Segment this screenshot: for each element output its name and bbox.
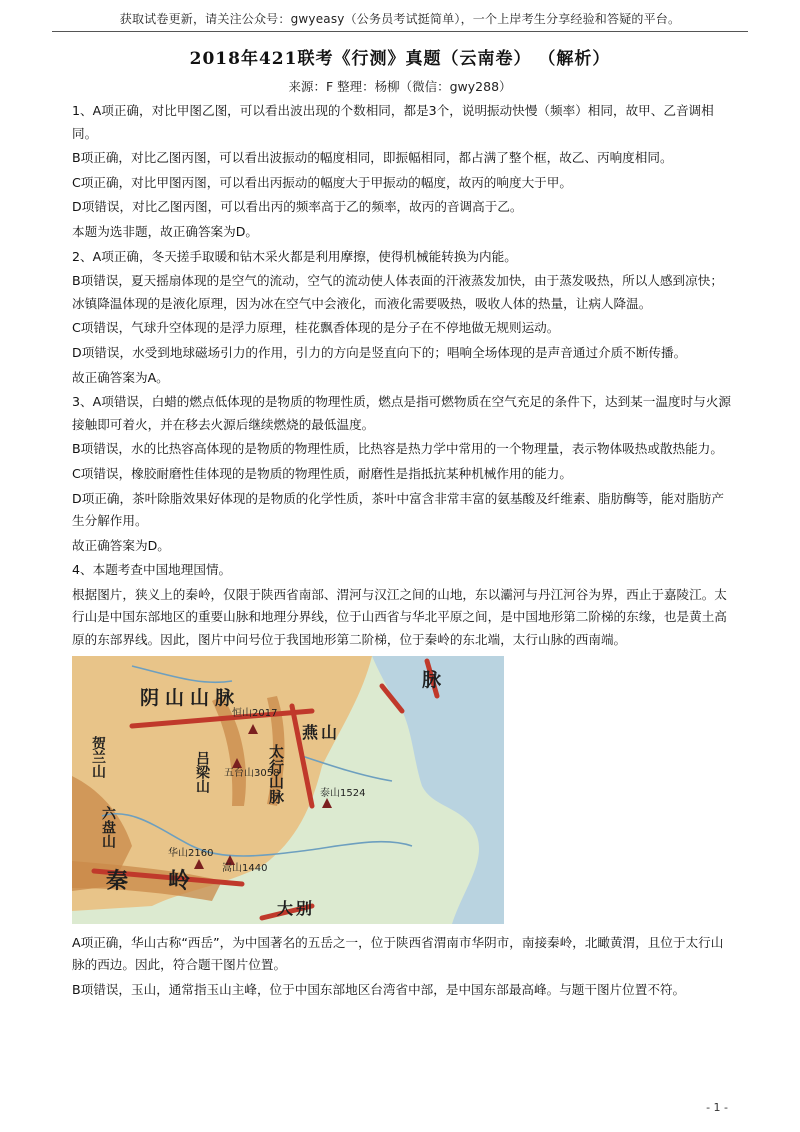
paragraph: D项错误，对比乙图丙图，可以看出丙的频率高于乙的频率，故丙的音调高于乙。 [72, 199, 523, 215]
map-label-yinshan: 阴山山脉 [140, 686, 241, 709]
paragraph: 3、A项错误，白蜡的燃点低体现的是物质的物理性质，燃点是指可燃物质在空气充足的条件下，达到某一温度时与火源接触即可着火，并在移去火源后继续燃烧的最低温度。 [72, 394, 731, 432]
paragraph: B项错误，玉山，通常指玉山主峰，位于中国东部地区台湾省中部，是中国东部最高峰。与题干图片位置不符。 [72, 981, 686, 997]
paragraphs-before-map [72, 100, 732, 652]
document-title: 2018年421联考《行测》真题（云南卷） （解析） [189, 49, 611, 69]
paragraph: D项正确，茶叶除脂效果好体现的是物质的化学性质，茶叶中富含非常丰富的氨基酸及纤维素、脂肪酶等，能对脂肪产生分解作用。 [72, 490, 724, 529]
top-banner: 获取试卷更新，请关注公众号：gwyeasy（公务员考试挺简单），一个上岸考生分享经验和答疑的平台。 [119, 12, 681, 26]
paragraph: B项错误，夏天摇扇体现的是空气的流动，空气的流动使人体表面的汗液蒸发加快，由于蒸发吸热，所以人感到凉快；冰镇降温体现的是液化原理，因为冰在空气中会液化，而液化需要吸热，吸收人体的热量，让病人降温。 [72, 273, 723, 311]
banner-divider [52, 31, 748, 32]
page-number: - 1 - [706, 1101, 728, 1114]
map-label-mai: 脉 [422, 668, 442, 691]
geography-map [72, 656, 504, 924]
paragraph: 4、本题考查中国地理国情。 [72, 562, 232, 578]
paragraph: 2、A项正确，冬天搓手取暖和钻木采火都是利用摩擦，使得机械能转换为内能。 [72, 248, 517, 264]
map-label-helan: 贺兰山 [90, 735, 106, 778]
map-label-yanshan: 燕山 [302, 722, 341, 742]
paragraph: 故正确答案为A。 [72, 369, 169, 385]
map-label-qinling: 秦岭 [106, 868, 231, 894]
map-label-hengshan: 恒山2017 [232, 707, 278, 719]
map-label-taihang: 太行山脉 [267, 743, 285, 804]
paragraph: D项错误，水受到地球磁场引力的作用，引力的方向是竖直向下的；唱响全场体现的是声音通过介质不断传播。 [72, 344, 687, 360]
paragraph: 故正确答案为D。 [72, 537, 170, 553]
paragraph: 1、A项正确，对比甲图乙图，可以看出波出现的个数相同，都是3个，说明振动快慢（频率）相同，故甲、乙音调相同。 [72, 103, 714, 141]
paragraph: B项正确，对比乙图丙图，可以看出波振动的幅度相同，即振幅相同，都占满了整个框，故乙、丙响度相同。 [72, 150, 673, 166]
source-line: 来源：F 整理：杨柳（微信：gwy288） [288, 79, 512, 94]
document-body [72, 100, 732, 1003]
paragraph: 本题为选非题，故正确答案为D。 [72, 223, 259, 239]
map-label-liupan: 六盘山 [100, 805, 116, 848]
paragraph: C项错误，橡胶耐磨性佳体现的是物质的物理性质，耐磨性是指抵抗某种机械作用的能力。 [72, 465, 572, 481]
map-label-dabie: 大别 [277, 898, 316, 918]
map-label-songshan: 嵩山1440 [222, 862, 268, 874]
paragraph: C项正确，对比甲图丙图，可以看出丙振动的幅度大于甲振动的幅度，故丙的响度大于甲。 [72, 174, 572, 190]
map-label-lvliang: 吕梁山 [194, 750, 210, 793]
paragraph: A项正确，华山古称“西岳”，为中国著名的五岳之一，位于陕西省渭南市华阴市，南接秦岭，北瞰黄渭，且位于太行山脉的西边。因此，符合题干图片位置。 [72, 934, 724, 973]
paragraph: B项错误，水的比热容高体现的是物质的物理性质，比热容是热力学中常用的一个物理量，表示物体吸热或散热能力。 [72, 441, 723, 457]
map-label-huashan: 华山2160 [168, 847, 214, 859]
paragraphs-after-map [72, 932, 732, 1002]
map-label-taishan: 泰山1524 [320, 787, 366, 799]
map-label-wutai: 五台山3058 [224, 767, 280, 779]
paragraph: C项错误，气球升空体现的是浮力原理，桂花飘香体现的是分子在不停地做无规则运动。 [72, 320, 560, 336]
paragraph: 根据图片，狭义上的秦岭，仅限于陕西省南部、渭河与汉江之间的山地，东以灞河与丹江河谷为界，西止于嘉陵江。太行山是中国东部地区的重要山脉和地理分界线，位于山西省与华北平原之间，是中国地形第二阶梯的东缘，也是黄土高原的东部界线。因此，图片中问号位于我国地形第二阶梯，位于秦岭的东北端，太行山脉的西南端。 [72, 586, 727, 648]
